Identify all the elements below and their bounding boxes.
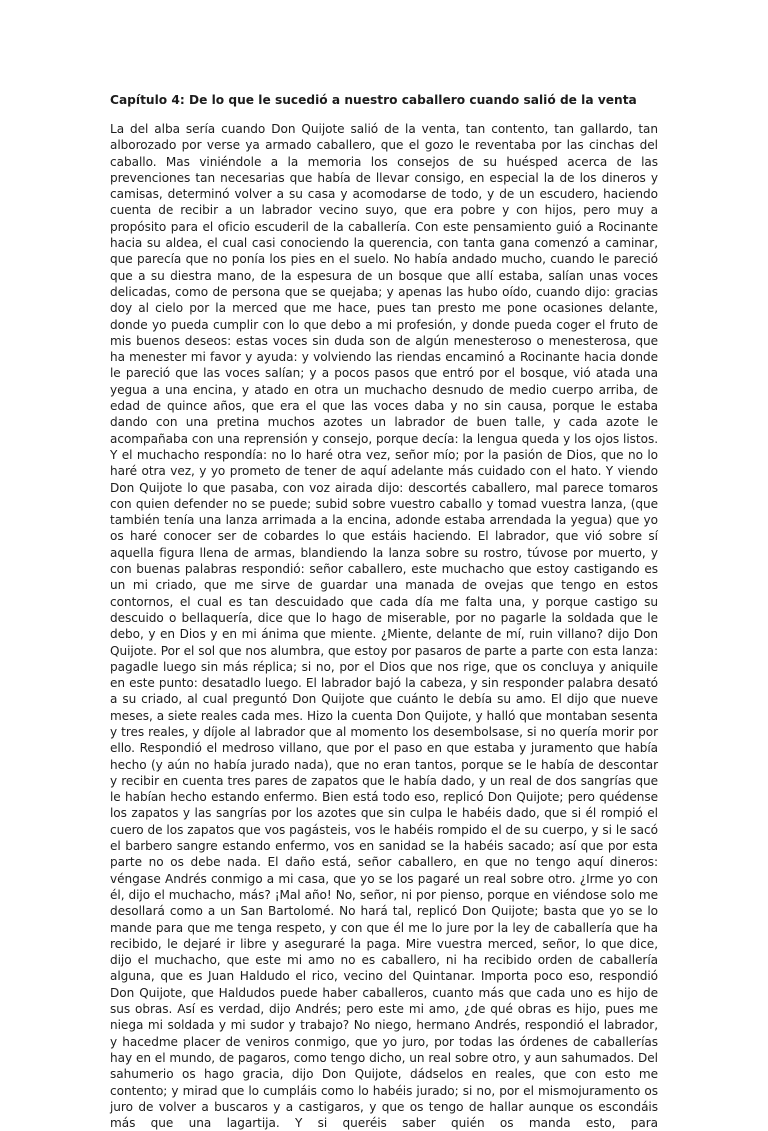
document-content bbox=[110, 92, 658, 1131]
chapter-title: Capítulo 4: De lo que le sucedió a nuestro caballero cuando salió de la venta bbox=[110, 93, 637, 107]
body-paragraph: La del alba sería cuando Don Quijote salió de la venta, tan contento, tan gallardo, tan alborozado por verse ya armado caballero, que el gozo le reventaba por las cinchas del caballo. Mas viniéndole a la memoria los consejos de su huésped acerca de las prevenciones tan necesarias que había de llevar consigo, en especial la de los dineros y camisas, determinó volver a su casa y acomodarse de todo, y de un escudero, haciendo cuenta de recibir a un labrador vecino suyo, que era pobre y con hijos, pero muy a propósito para el oficio escuderil de la caballería. Con este pensamiento guió a Rocinante hacia su aldea, el cual casi conociendo la querencia, con tanta gana comenzó a caminar, que parecía que no ponía los pies en el suelo. No había andado mucho, cuando le pareció que a su diestra mano, de la espesura de un bosque que allí estaba, salían unas voces delicadas, como de persona que se quejaba; y apenas las hubo oído, cuando dijo: gracias doy al cielo por la merced que me hace, pues tan presto me pone ocasiones delante, donde yo pueda cumplir con lo que debo a mi profesión, y donde pueda coger el fruto de mis buenos deseos: estas voces sin duda son de algún menesteroso o menesterosa, que ha menester mi favor y ayuda: y volviendo las riendas encaminó a Rocinante hacia donde le pareció que las voces salían; y a pocos pasos que entró por el bosque, vió atada una yegua a una encina, y atado en otra un muchacho desnudo de medio cuerpo arriba, de edad de quince años, que era el que las voces daba y no sin causa, porque le estaba dando con una pretina muchos azotes un labrador de buen talle, y cada azote le acompañaba con una reprensión y consejo, porque decía: la lengua queda y los ojos listos. Y el muchacho respondía: no lo haré otra vez, señor mío; por la pasión de Dios, que no lo haré otra vez, y yo prometo de tener de aquí adelante más cuidado con el hato. Y viendo Don Quijote lo que pasaba, con voz airada dijo: descortés caballero, mal parece tomaros con quien defender no se puede; subid sobre vuestro caballo y tomad vuestra lanza, (que también tenía una lanza arrimada a la encina, adonde estaba arrendada la yegua) que yo os haré conocer ser de cobardes lo que estáis haciendo. El labrador, que vió sobre sí aquella figura llena de armas, blandiendo la lanza sobre su rostro, túvose por muerto, y con buenas palabras respondió: señor caballero, este muchacho que estoy castigando es un mi criado, que me sirve de guardar una manada de ovejas que tengo en estos contornos, el cual es tan descuidado que cada día me falta una, y porque castigo su descuido o bellaquería, dice que lo hago de miserable, por no pagarle la soldada que le debo, y en Dios y en mi ánima que miente. ¿Miente, delante de mí, ruin villano? dijo Don Quijote. Por el sol que nos alumbra, que estoy por pasaros de parte a parte con esta lanza: pagadle luego sin más réplica; si no, por el Dios que nos rige, que os concluya y aniquile en este punto: desatadlo luego. El labrador bajó la cabeza, y sin responder palabra desató a su criado, al cual preguntó Don Quijote que cuánto le debía su amo. El dijo que nueve meses, a siete reales cada mes. Hizo la cuenta Don Quijote, y halló que montaban sesenta y tres reales, y díjole al labrador que al momento los desembolsase, si no quería morir por ello. Respondió el medroso villano, que por el paso en que estaba y juramento que había hecho (y aún no había jurado nada), que no eran tantos, porque se le había de descontar y recibir en cuenta tres pares de zapatos que le había dado, y un real de dos sangrías que le habían hecho estando enfermo. Bien está todo eso, replicó Don Quijote; pero quédense los zapatos y las sangrías por los azotes que sin culpa le habéis dado, que si él rompió el cuero de los zapatos que vos pagásteis, vos le habéis rompido el de su cuerpo, y si le sacó el barbero sangre estando enfermo, vos en sanidad se la habéis sacado; así que por esta parte no os debe nada. El daño está, señor caballero, en que no tengo aquí dineros: véngase Andrés conmigo a mi casa, que yo se los pagaré un real sobre otro. ¿Irme yo con él, dijo el muchacho, más? ¡Mal año! No, señor, ni por pienso, porque en viéndose solo me desollará como a un San Bartolomé. No hará tal, replicó Don Quijote; basta que yo se lo mande para que me tenga respeto, y con que él me lo jure por la ley de caballería que ha recibido, le dejaré ir libre y aseguraré la paga. Mire vuestra merced, señor, lo que dice, dijo el muchacho, que este mi amo no es caballero, ni ha recibido orden de caballería alguna, que es Juan Haldudo el rico, vecino del Quintanar. Importa poco eso, respondió Don Quijote, que Haldudos puede haber caballeros, cuanto más que cada uno es hijo de sus obras. Así es verdad, dijo Andrés; pero este mi amo, ¿de qué obras es hijo, pues me niega mi soldada y mi sudor y trabajo? No niego, hermano Andrés, respondió el labrador, y hacedme placer de veniros conmigo, que yo juro, por todas las órdenes de caballerías hay en el mundo, de pagaros, como tengo dicho, un real sobre otro, y aun sahumados. Del sahumerio os hago gracia, dijo Don Quijote, dádselos en reales, que con esto me contento; y mirad que lo cumpláis como lo habéis jurado; si no, por el mismojuramento os juro de volver a buscaros y a castigaros, y que os tengo de hallar aunque os escondáis más que una lagartija. Y si queréis saber quién os manda esto, para bbox=[110, 122, 658, 1131]
